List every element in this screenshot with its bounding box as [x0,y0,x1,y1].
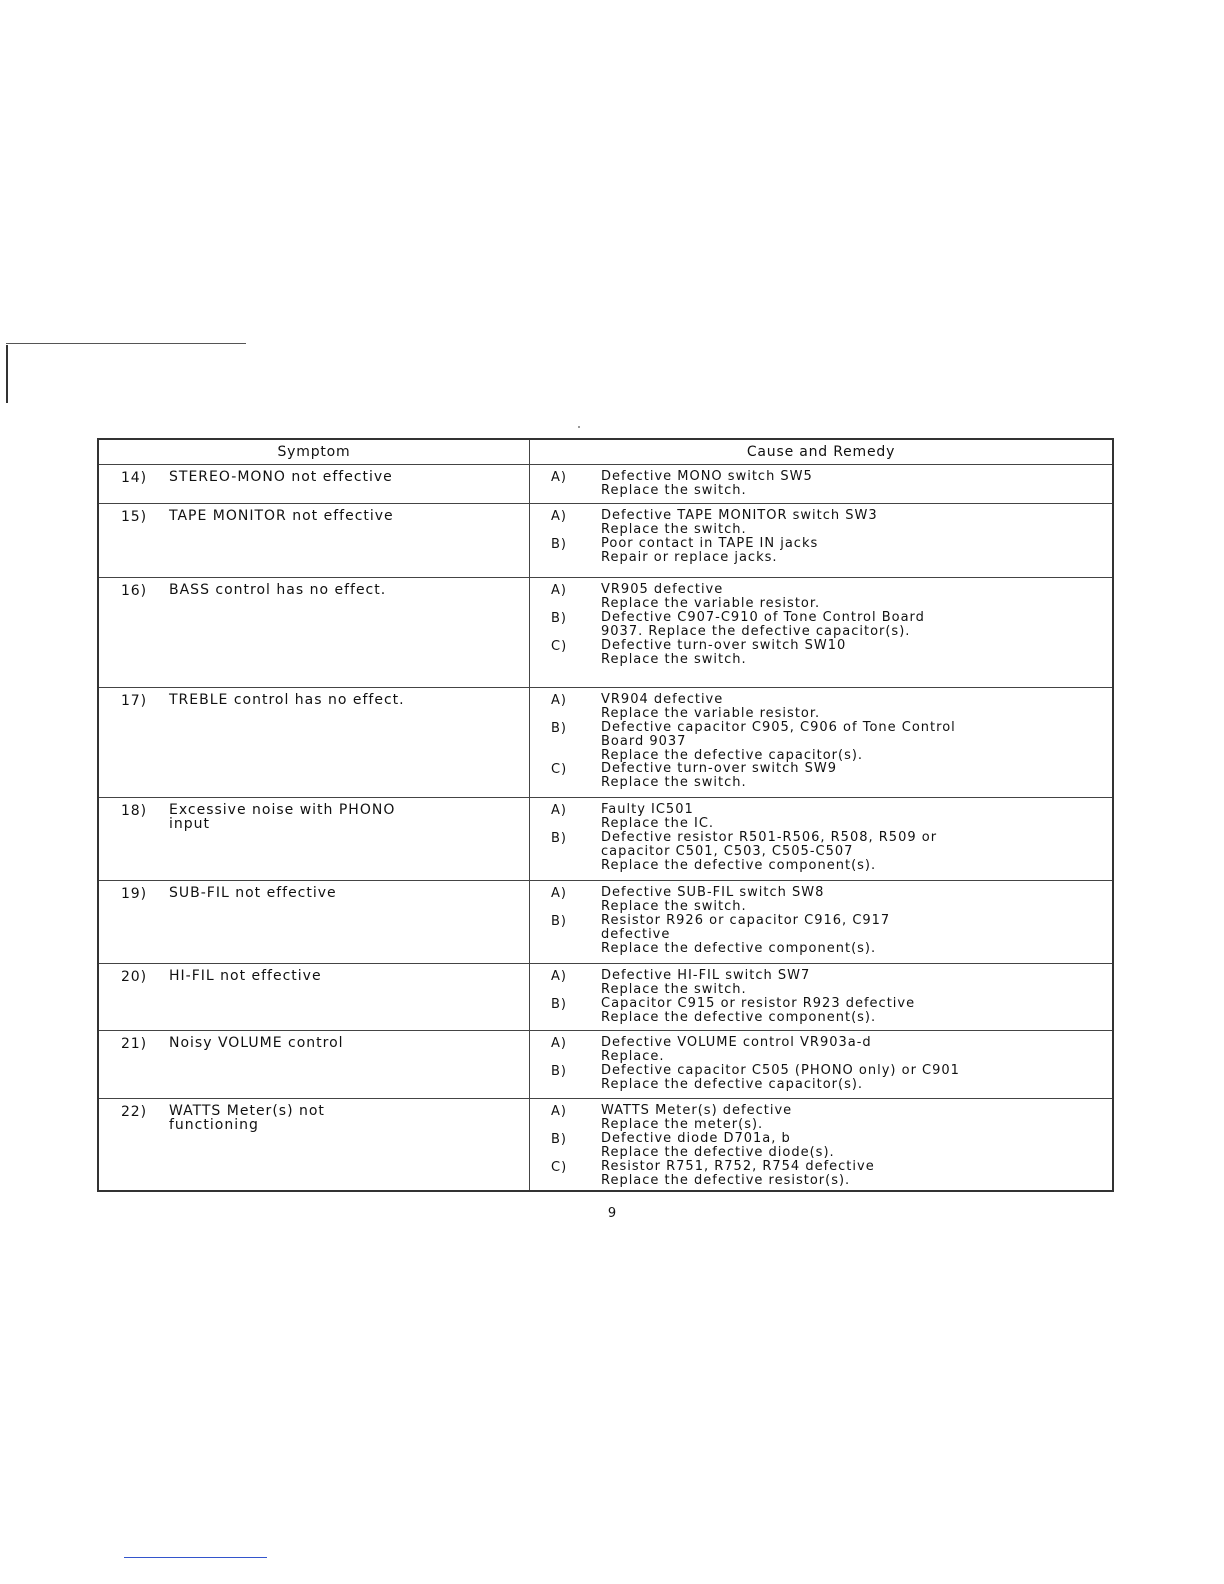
cause-remedy-text: Capacitor C915 or resistor R923 defective Replace the defective component(s). [601,996,916,1025]
cause-letter: B) [551,1064,567,1079]
cause-letter: A) [551,509,567,524]
cause-remedy-text: Defective TAPE MONITOR switch SW3 Replace the switch. [601,508,878,537]
symptom-text: BASS control has no effect. [169,582,387,598]
cause-remedy-text: VR905 defective Replace the variable resistor. [601,582,821,611]
symptom-number: 15) [121,509,147,525]
symptom-number: 20) [121,969,147,985]
symptom-number: 21) [121,1036,147,1052]
cause-letter: A) [551,969,567,984]
scan-speck [578,426,580,428]
cause-remedy-text: Defective turn-over switch SW9 Replace the switch. [601,761,838,790]
page-number: 9 [607,1206,617,1221]
symptom-number: 14) [121,470,147,486]
table-row [99,1098,1112,1192]
cause-letter: A) [551,583,567,598]
cause-letter: A) [551,1104,567,1119]
cause-remedy-text: Defective resistor R501-R506, R508, R509 or capacitor C501, C503, C505-C507 Replace the defective component(s). [601,830,938,873]
cause-item [551,1064,1104,1092]
cause-item [551,969,1104,997]
cause-item [551,470,1104,498]
table-row [99,1030,1112,1099]
table-row [99,687,1112,798]
cause-item [551,537,1104,565]
cause-remedy-text: Faulty IC501 Replace the IC. [601,802,715,831]
cause-remedy-text: Resistor R926 or capacitor C916, C917 defective Replace the defective component(s). [601,913,891,956]
symptom-text: HI-FIL not effective [169,968,322,984]
troubleshooting-table [97,438,1114,1192]
cause-letter: B) [551,1132,567,1147]
cause-letter: A) [551,886,567,901]
symptom-number: 19) [121,886,147,902]
cause-remedy-text: Poor contact in TAPE IN jacks Repair or replace jacks. [601,536,819,565]
cause-letter: B) [551,997,567,1012]
cause-remedy-text: Defective diode D701a, b Replace the defective diode(s). [601,1131,835,1160]
symptom-number: 18) [121,803,147,819]
cause-remedy-text: Defective SUB-FIL switch SW8 Replace the switch. [601,885,825,914]
table-row [99,880,1112,964]
cause-item [551,693,1104,721]
symptom-number: 22) [121,1104,147,1120]
symptom-number: 16) [121,583,147,599]
cause-item [551,721,1104,762]
symptom-text: STEREO-MONO not effective [169,469,393,485]
cause-letter: A) [551,1036,567,1051]
table-row [99,963,1112,1031]
cause-letter: B) [551,537,567,552]
scan-edge-mark [6,345,8,403]
symptom-text: WATTS Meter(s) not functioning [169,1103,325,1133]
cause-remedy-text: Defective VOLUME control VR903a-d Replace. [601,1035,872,1064]
cause-remedy-text: WATTS Meter(s) defective Replace the meter(s). [601,1103,793,1132]
cause-item [551,509,1104,537]
table-header [99,440,1112,465]
table-row [99,464,1112,504]
cause-letter: A) [551,693,567,708]
cause-letter: A) [551,803,567,818]
scan-edge-line [6,343,246,344]
cause-remedy-text: Defective C907-C910 of Tone Control Board 9037. Replace the defective capacitor(s). [601,610,925,639]
symptom-text: SUB-FIL not effective [169,885,337,901]
cause-item [551,1132,1104,1160]
cause-item [551,1104,1104,1132]
cause-item [551,831,1104,872]
cause-item [551,611,1104,639]
table-row [99,577,1112,688]
header-symptom: Symptom [277,444,351,460]
cause-remedy-text: Defective MONO switch SW5 Replace the switch. [601,469,813,498]
cause-remedy-text: Resistor R751, R752, R754 defective Replace the defective resistor(s). [601,1159,875,1188]
symptom-text: Noisy VOLUME control [169,1035,344,1051]
cause-remedy-text: Defective capacitor C505 (PHONO only) or C901 Replace the defective capacitor(s). [601,1063,960,1092]
table-row [99,503,1112,578]
symptom-text: Excessive noise with PHONO input [169,802,396,832]
cause-letter: B) [551,721,567,736]
cause-letter: B) [551,611,567,626]
cause-letter: B) [551,831,567,846]
cause-item [551,1036,1104,1064]
cause-remedy-text: Defective HI-FIL switch SW7 Replace the switch. [601,968,811,997]
cause-item [551,914,1104,955]
cause-item [551,803,1104,831]
cause-item [551,997,1104,1025]
header-cause-remedy: Cause and Remedy [746,444,896,460]
cause-item [551,1160,1104,1188]
cause-remedy-text: Defective turn-over switch SW10 Replace the switch. [601,638,847,667]
cause-remedy-text: Defective capacitor C905, C906 of Tone Control Board 9037 Replace the defective capacitor(s). [601,720,956,763]
cause-item [551,886,1104,914]
cause-item [551,762,1104,790]
cause-letter: C) [551,639,568,654]
symptom-text: TAPE MONITOR not effective [169,508,394,524]
table-row [99,797,1112,881]
cause-letter: A) [551,470,567,485]
symptom-text: TREBLE control has no effect. [169,692,405,708]
cause-item [551,583,1104,611]
cause-letter: C) [551,762,568,777]
symptom-number: 17) [121,693,147,709]
cause-letter: B) [551,914,567,929]
scan-bottom-line [124,1557,267,1558]
cause-letter: C) [551,1160,568,1175]
cause-remedy-text: VR904 defective Replace the variable resistor. [601,692,821,721]
cause-item [551,639,1104,667]
